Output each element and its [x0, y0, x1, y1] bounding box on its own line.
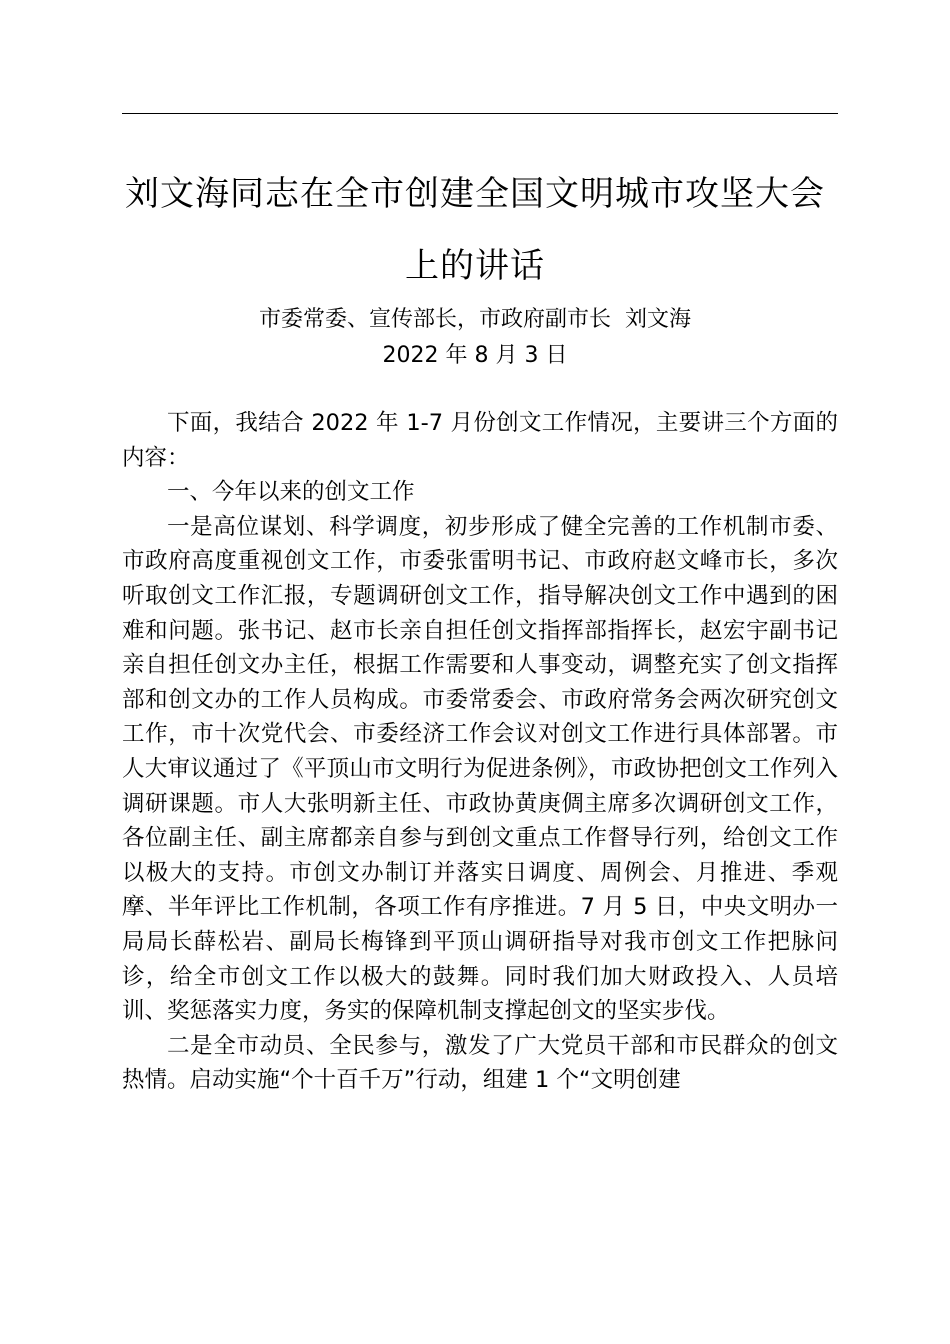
title-line-1: 刘文海同志在全市创建全国文明城市攻坚大会	[125, 174, 825, 214]
speaker-byline: 市委常委、宣传部长，市政府副市长 刘文海	[259, 307, 691, 332]
title-line-2: 上的讲话	[405, 246, 545, 286]
document-title	[100, 172, 850, 288]
header-rule	[122, 113, 838, 114]
paragraph-intro: 下面，我结合 2022 年 1-7 月份创文工作情况，主要讲三个方面的内容：	[122, 410, 838, 471]
speech-date: 2022 年 8 月 3 日	[382, 343, 568, 368]
paragraph-point-1: 一是高位谋划、科学调度，初步形成了健全完善的工作机制市委、市政府高度重视创文工作，市委张雷明书记、市政府赵文峰市长，多次听取创文工作汇报，专题调研创文工作，指导解决创文工作中遇到的困难和问题。张书记、赵市长亲自担任创文指挥部指挥长，赵宏宇副书记亲自担任创文办主任，根据工作需要和人事变动，调整充实了创文指挥部和创文办的工作人员构成。市委常委会、市政府常务会两次研究创文工作，市十次党代会、市委经济工作会议对创文工作进行具体部署。市人大审议通过了《平顶山市文明行为促进条例》，市政协把创文工作列入调研课题。市人大张明新主任、市政协黄庚倜主席多次调研创文工作，各位副主任、副主席都亲自参与到创文重点工作督导行列，给创文工作以极大的支持。市创文办制订并落实日调度、周例会、月推进、季观摩、半年评比工作机制，各项工作有序推进。7 月 5 日，中央文明办一局局长薛松岩、副局长梅锋到平顶山调研指导对我市创文工作把脉问诊，给全市创文工作以极大的鼓舞。同时我们加大财政投入、人员培训、奖惩落实力度，务实的保障机制支撑起创文的坚实步伐。	[122, 513, 838, 1025]
paragraph-point-2: 二是全市动员、全民参与，激发了广大党员干部和市民群众的创文热情。启动实施“个十百千万”行动，组建 1 个“文明创建	[122, 1032, 838, 1094]
section-heading-1: 一、今年以来的创文工作	[167, 479, 415, 506]
speech-body	[122, 406, 838, 1098]
